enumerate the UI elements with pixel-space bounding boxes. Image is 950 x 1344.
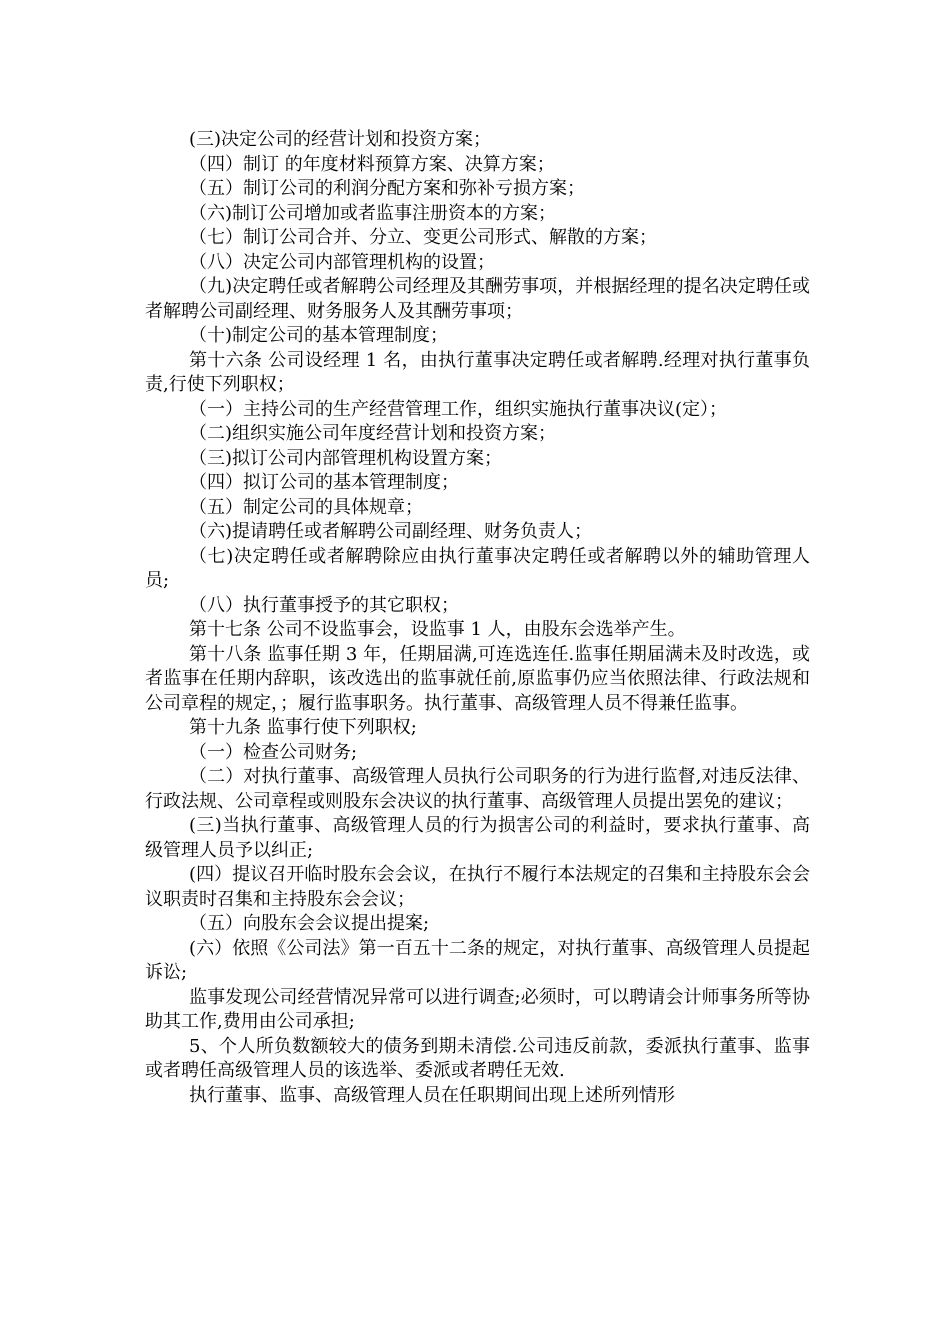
- article-19: 第十九条 监事行使下列职权;: [189, 717, 417, 738]
- document-body: [145, 128, 810, 1108]
- paragraph: 5、个人所负数额较大的债务到期未清偿.公司违反前款，委派执行董事、监事或者聘任高级管理人员的该选举、委派或者聘任无效.: [145, 1035, 810, 1081]
- paragraph: （八）决定公司内部管理机构的设置；: [189, 251, 495, 273]
- paragraph: （七）制订公司合并、分立、变更公司形式、解散的方案；: [189, 227, 657, 248]
- paragraph: （十)制定公司的基本管理制度；: [189, 325, 449, 346]
- paragraph: (三)当执行董事、高级管理人员的行为损害公司的利益时，要求执行董事、高级管理人员予以纠正;: [145, 815, 810, 861]
- paragraph: （五）向股东会会议提出提案;: [189, 913, 430, 934]
- article-18: 第十八条 监事任期 3 年，任期届满,可连选连任.监事任期届满未及时改选，或者监事在任期内辞职，该改选出的监事就任前,原监事仍应当依照法律、行政法规和公司章程的规定，；履行监事职务。执行董事、高级管理人员不得兼任监事。: [145, 643, 810, 714]
- paragraph: (三)决定公司的经营计划和投资方案；: [189, 129, 492, 150]
- paragraph: （七)决定聘任或者解聘除应由执行董事决定聘任或者解聘以外的辅助管理人员;: [145, 545, 810, 591]
- paragraph: (四）提议召开临时股东会会议，在执行不履行本法规定的召集和主持股东会会议职责时召集和主持股东会会议；: [145, 864, 810, 910]
- paragraph: （六)制订公司增加或者监事注册资本的方案；: [189, 202, 557, 224]
- paragraph: （五）制订公司的利润分配方案和弥补亏损方案；: [189, 178, 585, 199]
- paragraph: （三)拟订公司内部管理机构设置方案；: [189, 447, 503, 469]
- paragraph: （四）制订 的年度材料预算方案、决算方案；: [189, 153, 555, 175]
- paragraph: （八）执行董事授予的其它职权；: [189, 594, 459, 616]
- paragraph: 监事发现公司经营情况异常可以进行调查;必须时，可以聘请会计师事务所等协助其工作,费用由公司承担;: [145, 986, 810, 1032]
- article-17: 第十七条 公司不设监事会，设监事 1 人，由股东会选举产生。: [189, 619, 686, 640]
- paragraph: （四）拟订公司的基本管理制度；: [189, 472, 459, 493]
- paragraph: （二)组织实施公司年度经营计划和投资方案；: [189, 423, 557, 444]
- paragraph: （一）检查公司财务;: [189, 741, 358, 763]
- paragraph: （二）对执行董事、高级管理人员执行公司职务的行为进行监督,对违反法律、行政法规、公司章程或则股东会决议的执行董事、高级管理人员提出罢免的建议；: [145, 766, 810, 812]
- paragraph: 执行董事、监事、高级管理人员在任职期间出现上述所列情形: [189, 1084, 675, 1106]
- paragraph: （五）制定公司的具体规章；: [189, 496, 423, 518]
- paragraph: （六)提请聘任或者解聘公司副经理、财务负责人；: [189, 521, 593, 542]
- paragraph: (六）依照《公司法》第一百五十二条的规定，对执行董事、高级管理人员提起诉讼;: [145, 937, 810, 983]
- paragraph: （九)决定聘任或者解聘公司经理及其酬劳事项，并根据经理的提名决定聘任或者解聘公司副经理、财务服务人及其酬劳事项；: [145, 276, 810, 322]
- paragraph: （一）主持公司的生产经营管理工作，组织实施执行董事决议(定）；: [189, 398, 728, 420]
- article-16: 第十六条 公司设经理 1 名，由执行董事决定聘任或者解聘.经理对执行董事负责,行使下列职权；: [145, 349, 810, 395]
